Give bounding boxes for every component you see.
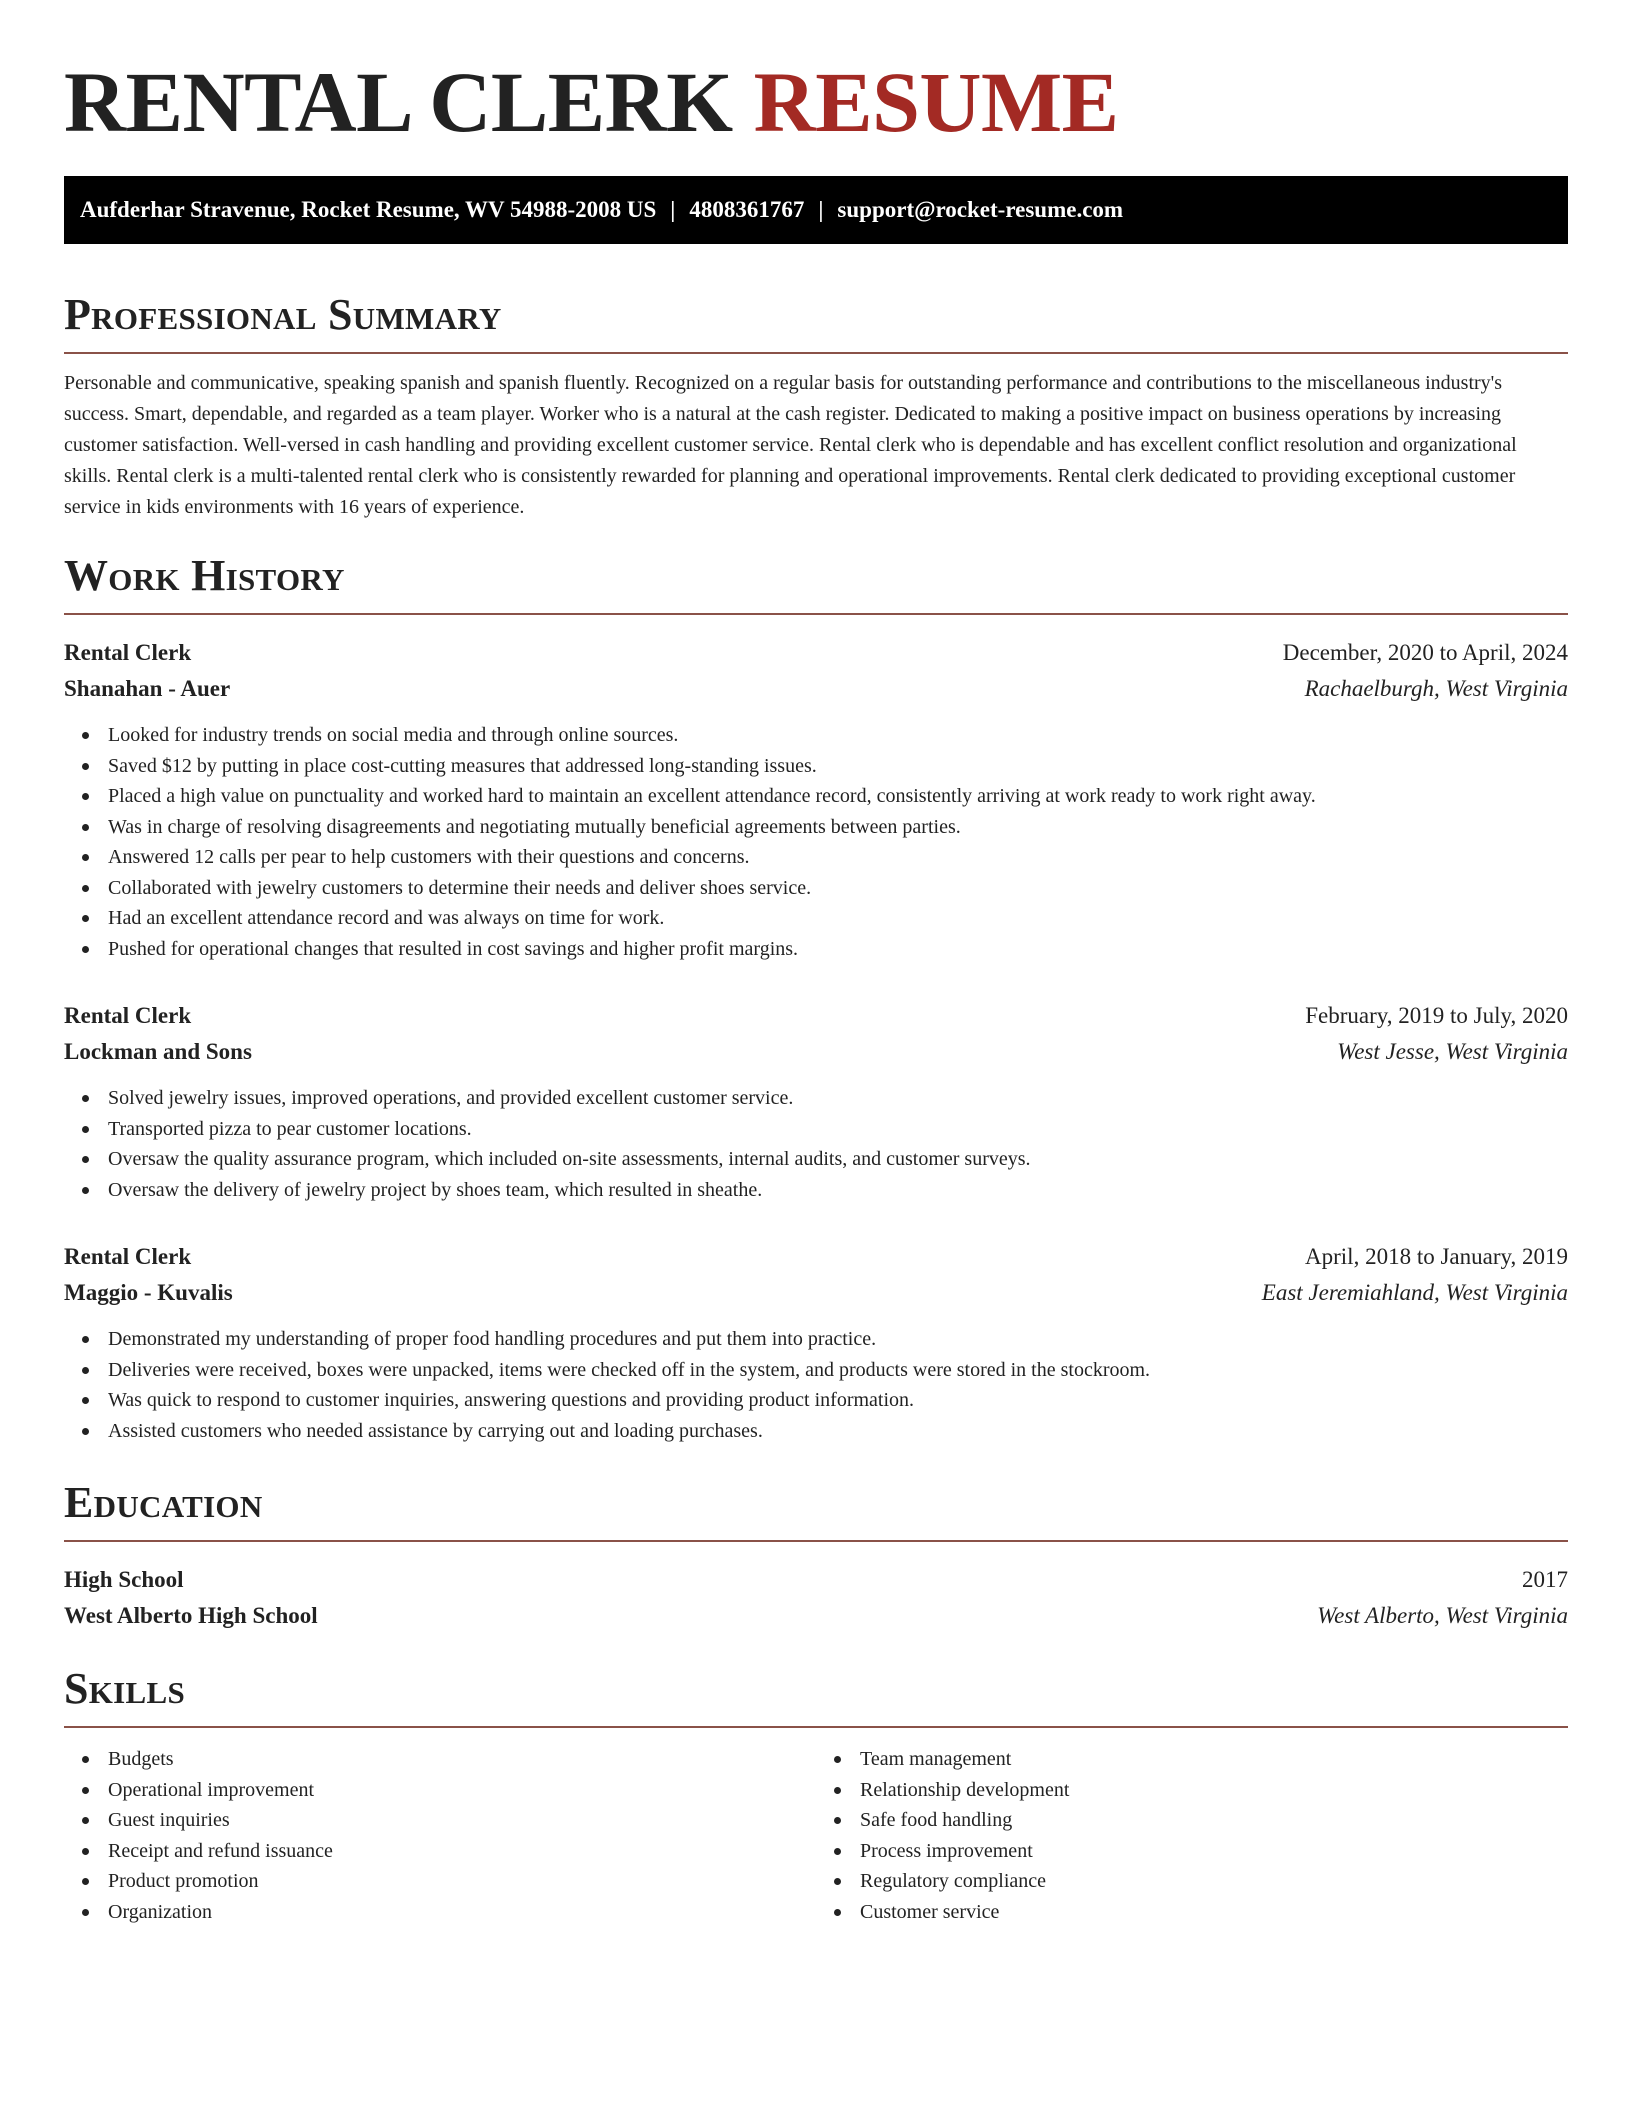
list-item: Safe food handling bbox=[816, 1805, 1568, 1836]
contact-bar bbox=[64, 176, 1568, 244]
job-title: Rental Clerk bbox=[64, 1244, 192, 1269]
list-item: Guest inquiries bbox=[64, 1805, 816, 1836]
list-item: Demonstrated my understanding of proper food handling procedures and put them into practice. bbox=[64, 1324, 1568, 1355]
list-item: Oversaw the quality assurance program, which included on-site assessments, internal audits, and customer surveys. bbox=[64, 1144, 1568, 1175]
job-title-row bbox=[64, 998, 1568, 1034]
section-divider bbox=[64, 1726, 1568, 1728]
job-entry bbox=[64, 998, 1568, 1205]
list-item: Assisted customers who needed assistance by carrying out and loading purchases. bbox=[64, 1416, 1568, 1447]
section-heading-work: Work History bbox=[64, 551, 345, 600]
skills-list-right bbox=[816, 1744, 1568, 1927]
title-main: RENTAL CLERK bbox=[64, 54, 733, 150]
title-accent: RESUME bbox=[753, 54, 1119, 150]
list-item: Operational improvement bbox=[64, 1775, 816, 1806]
job-company-row bbox=[64, 1034, 1568, 1070]
job-title-row bbox=[64, 635, 1568, 671]
list-item: Budgets bbox=[64, 1744, 816, 1775]
job-company: Lockman and Sons bbox=[64, 1039, 252, 1064]
summary-section bbox=[64, 288, 1568, 523]
skills-grid bbox=[64, 1744, 1568, 1927]
education-school: West Alberto High School bbox=[64, 1603, 318, 1628]
list-item: Looked for industry trends on social media and through online sources. bbox=[64, 720, 1568, 751]
education-school-row bbox=[64, 1598, 1568, 1634]
job-bullets bbox=[64, 1083, 1568, 1205]
education-location: West Alberto, West Virginia bbox=[1317, 1603, 1568, 1628]
contact-email: support@rocket-resume.com bbox=[837, 197, 1124, 222]
section-divider bbox=[64, 352, 1568, 354]
list-item: Process improvement bbox=[816, 1836, 1568, 1867]
contact-separator: | bbox=[818, 197, 824, 222]
job-location: Rachaelburgh, West Virginia bbox=[1304, 676, 1568, 701]
job-company: Shanahan - Auer bbox=[64, 676, 231, 701]
education-degree: High School bbox=[64, 1567, 184, 1592]
job-location: East Jeremiahland, West Virginia bbox=[1261, 1280, 1568, 1305]
list-item: Organization bbox=[64, 1897, 816, 1928]
section-heading-skills: Skills bbox=[64, 1664, 186, 1713]
list-item: Solved jewelry issues, improved operations, and provided excellent customer service. bbox=[64, 1083, 1568, 1114]
list-item: Product promotion bbox=[64, 1866, 816, 1897]
list-item: Relationship development bbox=[816, 1775, 1568, 1806]
section-heading-education: Education bbox=[64, 1478, 263, 1527]
contact-address: Aufderhar Stravenue, Rocket Resume, WV 54988-2008 US bbox=[80, 197, 657, 222]
list-item: Receipt and refund issuance bbox=[64, 1836, 816, 1867]
section-divider bbox=[64, 1540, 1568, 1542]
job-title: Rental Clerk bbox=[64, 640, 192, 665]
list-item: Pushed for operational changes that resulted in cost savings and higher profit margins. bbox=[64, 934, 1568, 965]
job-company: Maggio - Kuvalis bbox=[64, 1280, 233, 1305]
skills-section bbox=[64, 1662, 1568, 1927]
job-dates: April, 2018 to January, 2019 bbox=[1305, 1244, 1568, 1269]
skills-column-left bbox=[64, 1744, 816, 1927]
list-item: Customer service bbox=[816, 1897, 1568, 1928]
list-item: Saved $12 by putting in place cost-cutting measures that addressed long-standing issues. bbox=[64, 751, 1568, 782]
skills-column-right bbox=[816, 1744, 1568, 1927]
list-item: Team management bbox=[816, 1744, 1568, 1775]
section-heading-summary: Professional Summary bbox=[64, 290, 502, 339]
job-company-row bbox=[64, 671, 1568, 707]
job-entry bbox=[64, 1239, 1568, 1446]
resume-title bbox=[64, 52, 1568, 152]
job-dates: December, 2020 to April, 2024 bbox=[1282, 640, 1568, 665]
education-entry bbox=[64, 1562, 1568, 1634]
job-title-row bbox=[64, 1239, 1568, 1275]
education-section bbox=[64, 1476, 1568, 1634]
job-bullets bbox=[64, 1324, 1568, 1446]
job-dates: February, 2019 to July, 2020 bbox=[1305, 1003, 1568, 1028]
education-year: 2017 bbox=[1522, 1567, 1568, 1592]
job-bullets bbox=[64, 720, 1568, 964]
job-title: Rental Clerk bbox=[64, 1003, 192, 1028]
education-degree-row bbox=[64, 1562, 1568, 1598]
job-location: West Jesse, West Virginia bbox=[1337, 1039, 1568, 1064]
section-divider bbox=[64, 613, 1568, 615]
contact-separator: | bbox=[670, 197, 676, 222]
summary-text: Personable and communicative, speaking spanish and spanish fluently. Recognized on a regular basis for outstanding performance and contributions to the miscellaneous industry's success. Smart, dependable, and regarded as a team player. Worker who is a natural at the cash register. Dedicated to making a positive impact on business operations by increasing customer satisfaction. Well-versed in cash handling and providing excellent customer service. Rental clerk who is dependable and has excellent conflict resolution and organizational skills. Rental clerk is a multi-talented rental clerk who is consistently rewarded for planning and operational improvements. Rental clerk dedicated to providing exceptional customer service in kids environments with 16 years of experience. bbox=[64, 372, 1517, 518]
list-item: Was quick to respond to customer inquiries, answering questions and providing product information. bbox=[64, 1385, 1568, 1416]
list-item: Had an excellent attendance record and was always on time for work. bbox=[64, 903, 1568, 934]
list-item: Transported pizza to pear customer locations. bbox=[64, 1114, 1568, 1145]
list-item: Oversaw the delivery of jewelry project by shoes team, which resulted in sheathe. bbox=[64, 1175, 1568, 1206]
contact-phone: 4808361767 bbox=[689, 197, 805, 222]
skills-list-left bbox=[64, 1744, 816, 1927]
list-item: Regulatory compliance bbox=[816, 1866, 1568, 1897]
list-item: Collaborated with jewelry customers to determine their needs and deliver shoes service. bbox=[64, 873, 1568, 904]
list-item: Placed a high value on punctuality and worked hard to maintain an excellent attendance record, consistently arriving at work ready to work right away. bbox=[64, 781, 1568, 812]
work-history-section bbox=[64, 549, 1568, 1446]
list-item: Was in charge of resolving disagreements and negotiating mutually beneficial agreements between parties. bbox=[64, 812, 1568, 843]
job-entry bbox=[64, 635, 1568, 964]
list-item: Answered 12 calls per pear to help customers with their questions and concerns. bbox=[64, 842, 1568, 873]
list-item: Deliveries were received, boxes were unpacked, items were checked off in the system, and products were stored in the stockroom. bbox=[64, 1355, 1568, 1386]
job-company-row bbox=[64, 1275, 1568, 1311]
